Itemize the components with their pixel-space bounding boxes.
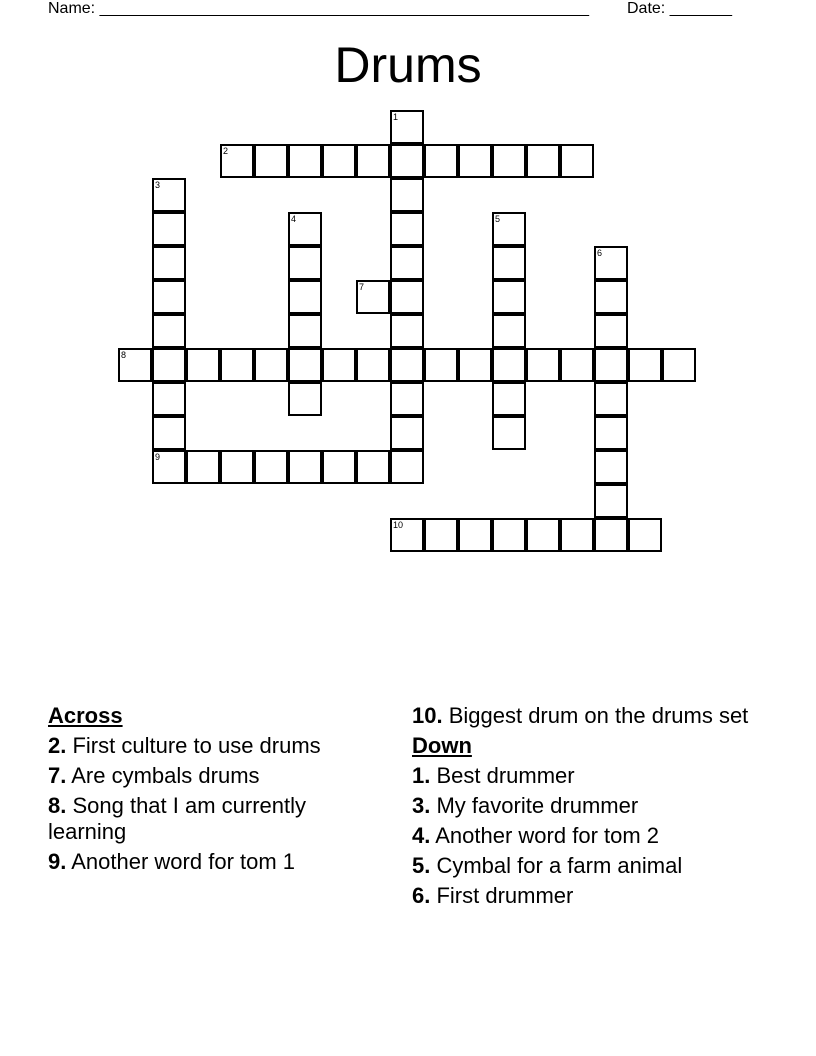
grid-cell[interactable] bbox=[390, 518, 424, 552]
clue-text: First drummer bbox=[430, 883, 574, 908]
grid-cell[interactable] bbox=[254, 450, 288, 484]
clue-down-3 bbox=[412, 793, 752, 819]
clue-number: 1. bbox=[412, 763, 431, 788]
grid-cell[interactable] bbox=[458, 144, 492, 178]
grid-cell[interactable] bbox=[594, 348, 628, 382]
grid-cell[interactable] bbox=[254, 144, 288, 178]
grid-cell[interactable] bbox=[390, 382, 424, 416]
clue-text: Biggest drum on the drums set bbox=[442, 703, 749, 728]
grid-cell[interactable] bbox=[152, 246, 186, 280]
grid-cell[interactable] bbox=[424, 144, 458, 178]
clues-column-right bbox=[412, 703, 752, 913]
grid-cell[interactable] bbox=[152, 314, 186, 348]
grid-cell[interactable] bbox=[526, 144, 560, 178]
clue-across-9 bbox=[48, 849, 388, 875]
grid-cell[interactable] bbox=[118, 348, 152, 382]
cell-number: 2 bbox=[223, 146, 229, 156]
grid-cell[interactable] bbox=[152, 178, 186, 212]
grid-cell[interactable] bbox=[152, 382, 186, 416]
grid-cell[interactable] bbox=[288, 212, 322, 246]
grid-cell[interactable] bbox=[322, 348, 356, 382]
page-title: Drums bbox=[334, 37, 482, 93]
grid-cell[interactable] bbox=[152, 348, 186, 382]
grid-cell[interactable] bbox=[594, 382, 628, 416]
grid-cell[interactable] bbox=[288, 280, 322, 314]
grid-cell[interactable] bbox=[424, 348, 458, 382]
clue-text: Song that I am currently learning bbox=[48, 793, 307, 844]
clue-down-1 bbox=[412, 763, 752, 789]
grid-cell[interactable] bbox=[220, 450, 254, 484]
grid-cell[interactable] bbox=[390, 246, 424, 280]
clue-text: Are cymbals drums bbox=[66, 763, 260, 788]
grid-cell[interactable] bbox=[594, 246, 628, 280]
cell-number: 6 bbox=[597, 248, 603, 258]
grid-cell[interactable] bbox=[492, 144, 526, 178]
cell-number: 1 bbox=[393, 112, 399, 122]
grid-cell[interactable] bbox=[492, 348, 526, 382]
grid-cell[interactable] bbox=[152, 450, 186, 484]
clue-across-7 bbox=[48, 763, 388, 789]
grid-cell[interactable] bbox=[152, 416, 186, 450]
grid-cell[interactable] bbox=[390, 110, 424, 144]
clue-text: Another word for tom 1 bbox=[66, 849, 296, 874]
clue-across-2 bbox=[48, 733, 388, 759]
grid-cell[interactable] bbox=[390, 450, 424, 484]
cell-number: 10 bbox=[393, 520, 404, 530]
date-field-label: Date: _______ bbox=[627, 0, 732, 17]
grid-cell[interactable] bbox=[356, 348, 390, 382]
grid-cell[interactable] bbox=[492, 314, 526, 348]
clue-number: 8. bbox=[48, 793, 67, 818]
name-field-label: Name: _______________________________________________________ bbox=[48, 0, 589, 17]
clue-number: 7. bbox=[48, 763, 67, 788]
grid-cell[interactable] bbox=[390, 348, 424, 382]
grid-cell[interactable] bbox=[560, 518, 594, 552]
clue-text: Cymbal for a farm animal bbox=[430, 853, 683, 878]
grid-cell[interactable] bbox=[356, 280, 390, 314]
clue-number: 4. bbox=[412, 823, 431, 848]
grid-cell[interactable] bbox=[594, 280, 628, 314]
grid-cell[interactable] bbox=[390, 416, 424, 450]
grid-cell[interactable] bbox=[560, 144, 594, 178]
grid-cell[interactable] bbox=[594, 416, 628, 450]
grid-cell[interactable] bbox=[594, 484, 628, 518]
clue-text: My favorite drummer bbox=[430, 793, 639, 818]
clue-down-4 bbox=[412, 823, 752, 849]
down-heading: Down bbox=[412, 733, 472, 758]
clue-text: Best drummer bbox=[430, 763, 575, 788]
grid-cell[interactable] bbox=[288, 348, 322, 382]
grid-cell[interactable] bbox=[560, 348, 594, 382]
cell-number: 3 bbox=[155, 180, 161, 190]
clue-text: First culture to use drums bbox=[66, 733, 321, 758]
grid-cell[interactable] bbox=[628, 518, 662, 552]
cell-number: 8 bbox=[121, 350, 127, 360]
grid-cell[interactable] bbox=[492, 382, 526, 416]
cell-number: 4 bbox=[291, 214, 297, 224]
clues-column-left bbox=[48, 703, 388, 879]
grid-cell[interactable] bbox=[390, 178, 424, 212]
grid-cell[interactable] bbox=[220, 144, 254, 178]
grid-cell[interactable] bbox=[492, 246, 526, 280]
clue-number: 10. bbox=[412, 703, 443, 728]
grid-cell[interactable] bbox=[390, 212, 424, 246]
grid-cell[interactable] bbox=[390, 314, 424, 348]
grid-cell[interactable] bbox=[152, 212, 186, 246]
cell-number: 9 bbox=[155, 452, 161, 462]
grid-cell[interactable] bbox=[254, 348, 288, 382]
grid-cell[interactable] bbox=[458, 518, 492, 552]
grid-cell[interactable] bbox=[424, 518, 458, 552]
grid-cell[interactable] bbox=[356, 144, 390, 178]
grid-cell[interactable] bbox=[526, 348, 560, 382]
grid-cell[interactable] bbox=[492, 518, 526, 552]
grid-cell[interactable] bbox=[186, 348, 220, 382]
clue-down-5 bbox=[412, 853, 752, 879]
clue-across-8 bbox=[48, 793, 388, 845]
across-heading: Across bbox=[48, 703, 123, 728]
grid-cell[interactable] bbox=[594, 314, 628, 348]
cell-number: 5 bbox=[495, 214, 501, 224]
grid-cell[interactable] bbox=[288, 382, 322, 416]
cell-number: 7 bbox=[359, 282, 365, 292]
grid-cell[interactable] bbox=[322, 450, 356, 484]
grid-cell[interactable] bbox=[390, 144, 424, 178]
grid-cell[interactable] bbox=[492, 280, 526, 314]
clue-down-6 bbox=[412, 883, 752, 909]
clue-number: 5. bbox=[412, 853, 431, 878]
grid-cell[interactable] bbox=[390, 280, 424, 314]
clue-number: 2. bbox=[48, 733, 67, 758]
grid-cell[interactable] bbox=[526, 518, 560, 552]
grid-cell[interactable] bbox=[220, 348, 254, 382]
grid-cell[interactable] bbox=[458, 348, 492, 382]
grid-cell[interactable] bbox=[288, 144, 322, 178]
clue-across-10 bbox=[412, 703, 752, 729]
grid-cell[interactable] bbox=[356, 450, 390, 484]
grid-cell[interactable] bbox=[288, 314, 322, 348]
grid-cell[interactable] bbox=[322, 144, 356, 178]
grid-cell[interactable] bbox=[594, 450, 628, 484]
clue-number: 6. bbox=[412, 883, 431, 908]
clue-number: 3. bbox=[412, 793, 431, 818]
grid-cell[interactable] bbox=[186, 450, 220, 484]
clue-number: 9. bbox=[48, 849, 67, 874]
grid-cell[interactable] bbox=[594, 518, 628, 552]
grid-cell[interactable] bbox=[288, 246, 322, 280]
grid-cell[interactable] bbox=[628, 348, 662, 382]
clue-text: Another word for tom 2 bbox=[430, 823, 660, 848]
grid-cell[interactable] bbox=[152, 280, 186, 314]
grid-cell[interactable] bbox=[492, 416, 526, 450]
grid-cell[interactable] bbox=[492, 212, 526, 246]
grid-cell[interactable] bbox=[662, 348, 696, 382]
grid-cell[interactable] bbox=[288, 450, 322, 484]
